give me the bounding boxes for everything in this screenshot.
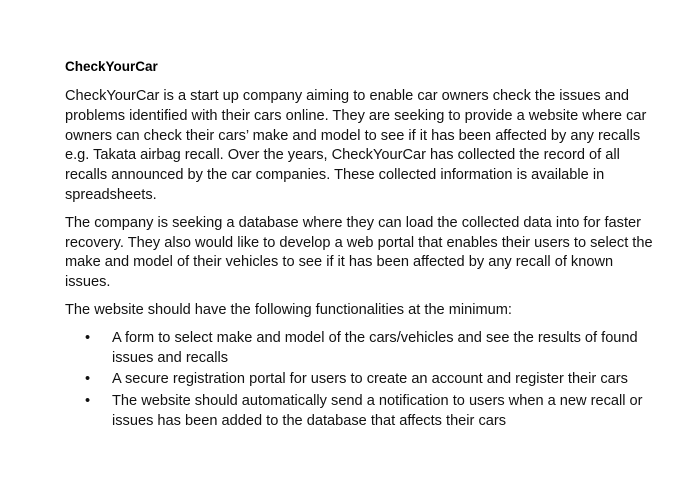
functionalities-list — [65, 329, 655, 432]
list-item-text: A form to select make and model of the cars/vehicles and see the results of found issues and recalls — [112, 329, 638, 366]
bullet-icon: • — [85, 329, 91, 346]
list-item — [65, 370, 655, 390]
list-item-text: The website should automatically send a notification to users when a new recall or issues has been added to the database that affects their cars — [112, 393, 643, 429]
list-item — [65, 329, 655, 369]
functionalities-intro: The website should have the following functionalities at the minimum: — [65, 301, 512, 318]
list-item-text: A secure registration portal for users to create an account and register their cars — [112, 371, 628, 388]
document-body — [65, 57, 655, 434]
bullet-icon: • — [85, 371, 91, 388]
list-item — [65, 392, 655, 432]
bullet-icon: • — [85, 393, 91, 410]
intro-paragraph: CheckYourCar is a start up company aiming to enable car owners check the issues and problems identified with their cars online. They are seeking to provide a website where car owners can check their cars’ make and model to see if it has been affected by any recalls e.g. Takata airbag recall. Over the years, CheckYourCar has collected the record of all recalls announced by the car companies. These collected information is available in spreadsheets. — [65, 88, 647, 203]
requirements-paragraph: The company is seeking a database where they can load the collected data into for faster recovery. They also would like to develop a web portal that enables their users to select the make and model of their vehicles to see if it has been affected by any recall of known issues. — [65, 214, 653, 291]
document-title: CheckYourCar — [65, 59, 158, 74]
